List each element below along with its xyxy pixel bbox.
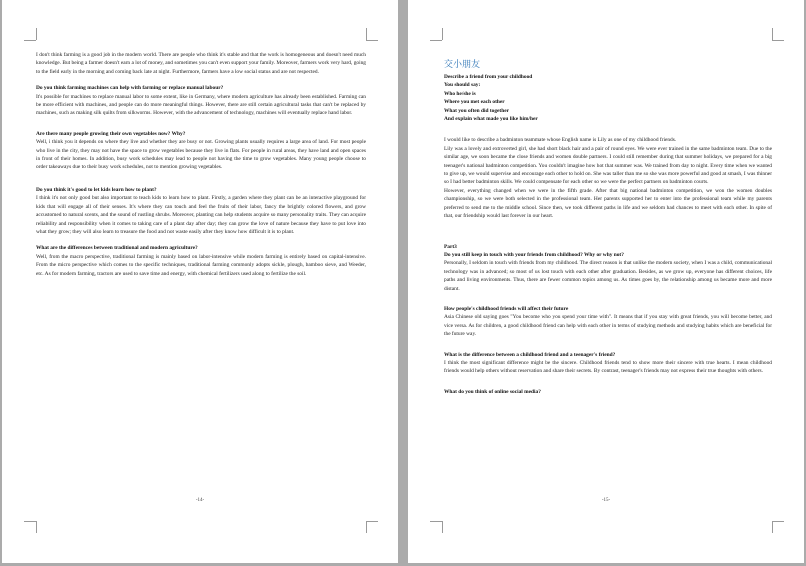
crop-mark [442, 521, 443, 533]
paragraph: Personally, I seldom in touch with friends from my childhood. The direct reason is that unlike the modern society, when I was a child, communicational technology was in advanced; so most of us lost touch with each other after graduation. Besides, as we grow up, everyone has different choices, life paths and living environments. Thus, there are fewer common topics among us. As times goes by, the relationship among us became more and more distant. [444, 260, 772, 292]
crop-mark [430, 521, 442, 522]
paragraph: I think the most significant difference might be the sincere. Childhood friends tend to show more their sincere with true hearts. I mean childhood friends would help others without reservation and share their secrets. By contrast, teenager's friends may not express their true thoughts with others. [444, 359, 772, 375]
paragraph: Well, from the macro perspective, traditional farming is mainly based on labor-intensive while modern farming is entirely based on capital-intensive. From the micro perspective which comes to the specific techniques, traditional farming commonly adopts sickle, plough, bamboo sieve, and Weeder, etc. As for modern farming, tractors are used to save time and energy, with chemical fertilizers used along to fertilize the soil. [36, 253, 366, 277]
crop-mark [36, 521, 37, 533]
crop-mark [36, 28, 37, 40]
right-page-content [444, 57, 772, 396]
crop-mark [442, 28, 443, 40]
part3-label: Part3 [444, 243, 457, 250]
question-heading: Do you still keep in touch with your friends from childhood? Why or why not? [444, 251, 624, 258]
crop-mark [366, 40, 378, 41]
crop-mark [772, 521, 784, 522]
crop-mark [430, 40, 442, 41]
left-page-content [36, 51, 366, 278]
question-heading: What do you think of online social media? [444, 388, 541, 395]
cue-card-line: Where you met each other [444, 99, 505, 106]
question-heading: Are there many people growing their own vegetables now? Why? [36, 130, 186, 137]
section-title: 交小朋友 [444, 60, 481, 70]
question-heading: How people's childhood friends will affect their future [444, 305, 569, 312]
question-heading: What are the differences between traditional and modern agriculture? [36, 245, 198, 252]
crop-mark [24, 521, 36, 522]
paragraph: Asia Chinese old saying goes "You become who you spend your time with". It means that if you stay with great friends, you will become better, and vice versa. As for children, a good childhood friend can help with each other in terms of studying methods and studying habits which are beneficial for the future way. [444, 314, 772, 338]
crop-mark [24, 40, 36, 41]
left-page [2, 0, 398, 563]
paragraph: I don't think farming is a good job in the modern world. There are people who think it's stable and that the work is homogeneous and doesn't need much knowledge. But being a farmer doesn't earn a lot of money, and sometimes you can't even support your family. Moreover, farmers work very hard, going to the field early in the morning and coming back late at night. Furthermore, farmers have a low social status and are not respected. [36, 52, 366, 75]
cue-card-line: Who he/she is [444, 90, 476, 97]
cue-card-line: Describe a friend from your childhood [444, 74, 533, 80]
page-number: -14- [195, 498, 205, 503]
paragraph: Well, i think you it depends on where they live and whether they are busy or not. Growing plants usually requires a large area of land. For most people who live in the city, they may not have the space to grow vegetables because they live in flats. For people in rural areas, they have land and open spaces in front of their homes. In addition, busy work schedules may lead to people not having the time to grow vegetables. Many young people choose to order takeaways due to their busy work schedules, not to mention growing vegetables. [36, 139, 366, 171]
crop-mark [366, 521, 378, 522]
answer-paragraph: Lily was a lovely and extroverted girl, she had short black hair and a pair of round eyes. We were ever trained in the same badminton team. Due to the similar age, we soon became the close friends and women double partners. I could still remember during that summer holidays, we prepared for a big teenager's national badminton competition. You couldn't imagine how hot that summer was. We trained from day to night. Every time when we wanted to give up, we would supervise and encourage each other to hold on. She was taller than me so she was more powerful and good at smash, I was thinner so I had better badminton skills. We could compensate for each other so we were the perfect partners on badminton courts. [444, 145, 772, 186]
right-page [408, 0, 804, 563]
crop-mark [772, 28, 773, 40]
cue-card-line: And explain what made you like him/her [444, 116, 538, 123]
answer-paragraph: However, everything changed when we were in the fifth grade. After that big national badminton competition, we won the women doubles championship, so we were both selected in the professional team. Her parents supported her to enter into the professional team while my parents preferred to send me to the middle school. Since then, we took different paths in life and we seldom had chances to meet with each other. In spite of that, our friendship would last forever in our heart. [444, 187, 772, 220]
question-heading: What is the difference between a childhood friend and a teenager's friend? [444, 351, 616, 358]
paragraph: It's possible for machines to replace manual labor to some extent, like in Germany, where modern agriculture has already been established. Farming can be more efficient with machines, and people can do more meaningful things. However, there are still certain agricultural tasks that can't be replaced by machines, such as making silk quilts from silkworms. However, with the advancement of technology, machines will eventually replace hand labor. [36, 93, 366, 117]
crop-mark [366, 28, 367, 40]
question-heading: Do you think farming machines can help with farming or replace manual labour? [36, 85, 224, 92]
answer-paragraph: I would like to describe a badminton teammate whose English name is Lily as one of my childhood friends. [444, 137, 677, 144]
paragraph: I think it's not only good but also important to teach kids to learn how to plant. Firstly, a garden where they plant can be an interactive playground for kids that will engage all of their senses. It's where they can touch and feel the fruits of their labor, fancy the brightly colored flowers, and grow accustomed to natural scents, and the sound of rustling shrubs. Moreover, planting can help students acquire so many personality traits. They can acquire reliability and responsibility when it comes to taking care of a plant day after day; they can grow the love of nature because they have to put love into what they grow; they will also learn to treasure the food and not waste easily after they know how difficult it is to plant. [36, 195, 366, 235]
page-number: -15- [601, 498, 611, 503]
cue-card-line: What you often did together [444, 107, 509, 114]
question-heading: Do you think it's good to let kids learn how to plant? [36, 186, 157, 193]
cue-card-line: You should say: [444, 82, 481, 89]
crop-mark [366, 521, 367, 533]
crop-mark [772, 521, 773, 533]
crop-mark [772, 40, 784, 41]
